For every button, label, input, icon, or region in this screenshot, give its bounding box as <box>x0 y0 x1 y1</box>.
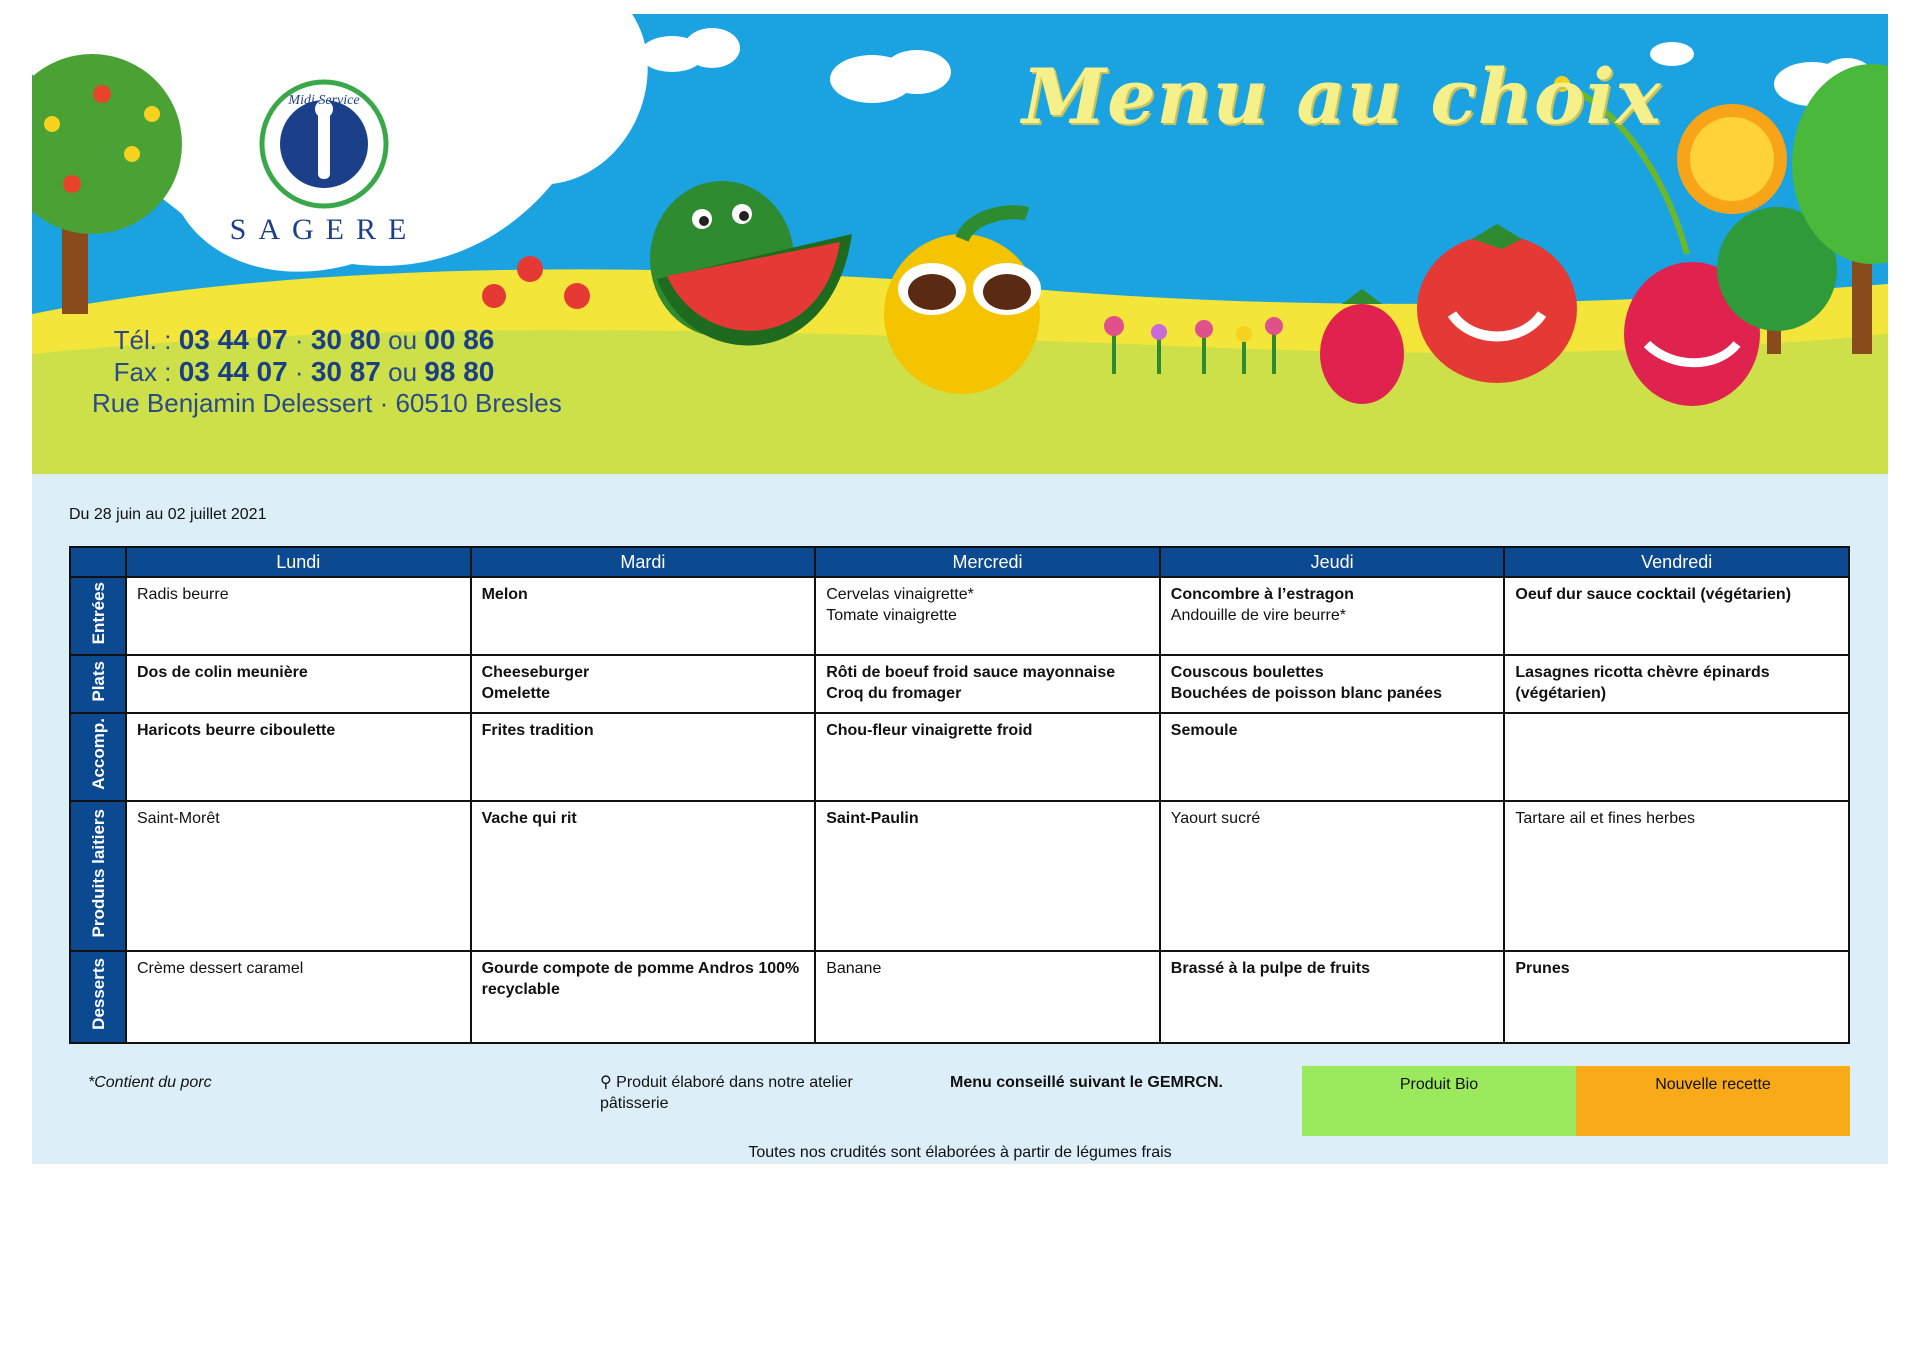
day-header: Lundi <box>126 547 471 577</box>
category-label: Produits laitiers <box>88 808 108 938</box>
header-corner <box>70 547 126 577</box>
menu-title: Menu au choix <box>1022 52 1662 141</box>
address-city: 60510 Bresles <box>395 388 562 418</box>
legend-patisserie <box>600 1072 890 1114</box>
menu-row <box>70 951 1849 1043</box>
day-header: Vendredi <box>1504 547 1849 577</box>
category-header <box>70 713 126 801</box>
dish-line: Saint-Morêt <box>137 810 220 827</box>
menu-body <box>70 577 1849 1043</box>
fax-or: ou <box>388 357 418 387</box>
header-banner <box>32 14 1888 474</box>
dish-line: Croq du fromager <box>826 685 962 702</box>
dish-line: Omelette <box>481 685 551 702</box>
sun-icon <box>1677 104 1787 214</box>
tel-or: ou <box>388 325 418 355</box>
dish-line: Gourde compote de pomme Andros 100% recyclable <box>481 960 800 998</box>
tel-label: Tél. : <box>113 325 172 355</box>
dish-line: Andouille de vire beurre* <box>1170 607 1346 624</box>
dish-line: Banane <box>826 960 882 977</box>
dish-line: Tartare ail et fines herbes <box>1515 810 1696 827</box>
menu-cell <box>126 951 471 1043</box>
menu-cell <box>815 655 1160 713</box>
fax-label: Fax : <box>113 357 172 387</box>
dish-line: Cheeseburger <box>481 664 590 681</box>
legend-gemrcn: Menu conseillé suivant le GEMRCN. <box>950 1074 1223 1091</box>
contact-block <box>92 324 562 419</box>
menu-cell <box>1504 801 1849 951</box>
category-header <box>70 951 126 1043</box>
menu-cell <box>471 655 816 713</box>
category-header <box>70 577 126 655</box>
dish-line: Radis beurre <box>137 586 229 603</box>
dish-line: Vache qui rit <box>481 810 577 827</box>
day-header: Mardi <box>471 547 816 577</box>
menu-cell <box>471 713 816 801</box>
day-header: Mercredi <box>815 547 1160 577</box>
legend-porc: *Contient du porc <box>88 1074 212 1091</box>
category-label: Desserts <box>88 958 108 1030</box>
menu-cell <box>815 951 1160 1043</box>
menu-cell <box>471 577 816 655</box>
menu-cell <box>126 655 471 713</box>
category-label: Accomp. <box>88 718 108 790</box>
menu-cell <box>1160 577 1505 655</box>
menu-cell <box>471 801 816 951</box>
menu-cell <box>126 801 471 951</box>
tel-value-c: 00 86 <box>424 324 495 355</box>
fax-value-b: 30 87 <box>310 356 381 387</box>
category-header <box>70 801 126 951</box>
dish-line: Bouchées de poisson blanc panées <box>1170 685 1442 702</box>
tel-value-b: 30 80 <box>310 324 381 355</box>
dish-line: Tomate vinaigrette <box>826 607 957 624</box>
menu-cell <box>126 713 471 801</box>
day-header: Jeudi <box>1160 547 1505 577</box>
legend-nouvelle-recette: Nouvelle recette <box>1576 1066 1850 1136</box>
dish-line: Prunes <box>1515 960 1570 977</box>
menu-sheet <box>32 14 1888 1164</box>
address-street: Rue Benjamin Delessert <box>92 388 373 418</box>
dish-line: Saint-Paulin <box>826 810 919 827</box>
dish-line: Rôti de boeuf froid sauce mayonnaise <box>826 664 1116 681</box>
logo-name: SAGERE <box>229 213 419 246</box>
dish-line: Couscous boulettes <box>1170 664 1324 681</box>
dish-line: Semoule <box>1170 722 1238 739</box>
dish-line: Melon <box>481 586 528 603</box>
menu-cell <box>1504 655 1849 713</box>
dish-line: Crème dessert caramel <box>137 960 304 977</box>
fax-value-a: 03 44 07 <box>178 356 288 387</box>
date-range: Du 28 juin au 02 juillet 2021 <box>69 506 267 523</box>
dish-line: Dos de colin meunière <box>137 664 308 681</box>
category-label: Plats <box>88 660 108 702</box>
menu-cell <box>1160 655 1505 713</box>
logo-tagline: Midi Service <box>288 93 360 108</box>
address-line: Rue Benjamin Delessert · 60510 Bresles <box>92 388 562 418</box>
menu-row <box>70 577 1849 655</box>
menu-cell <box>126 577 471 655</box>
tel-value-a: 03 44 07 <box>178 324 288 355</box>
footer-note: Toutes nos crudités sont élaborées à partir de légumes frais <box>748 1144 1172 1161</box>
dish-line: Oeuf dur sauce cocktail (végétarien) <box>1515 586 1792 603</box>
menu-cell <box>1160 713 1505 801</box>
dish-line: Concombre à l’estragon <box>1170 586 1354 603</box>
menu-table <box>69 546 1850 1044</box>
phone-line: Tél. : 03 44 07 · 30 80 ou 00 86 <box>113 324 495 355</box>
menu-cell <box>1160 951 1505 1043</box>
category-header <box>70 655 126 713</box>
dish-line: Cervelas vinaigrette* <box>826 586 974 603</box>
whisk-icon: ⚲ <box>600 1074 612 1091</box>
fax-value-c: 98 80 <box>424 356 495 387</box>
menu-cell <box>815 801 1160 951</box>
menu-row <box>70 713 1849 801</box>
menu-cell <box>1504 577 1849 655</box>
dish-line: Chou-fleur vinaigrette froid <box>826 722 1033 739</box>
menu-cell <box>1504 951 1849 1043</box>
menu-cell <box>815 577 1160 655</box>
menu-cell <box>815 713 1160 801</box>
category-label: Entrées <box>88 581 108 645</box>
menu-cell <box>471 951 816 1043</box>
dish-line: Lasagnes ricotta chèvre épinards (végétarien) <box>1515 664 1770 702</box>
day-header-row <box>70 547 1849 577</box>
legend-patisserie-text: Produit élaboré dans notre atelier pâtisserie <box>600 1074 853 1112</box>
dish-line: Haricots beurre ciboulette <box>137 722 336 739</box>
legend-bio: Produit Bio <box>1302 1066 1576 1136</box>
menu-row <box>70 801 1849 951</box>
menu-cell <box>1160 801 1505 951</box>
fax-line: Fax : 03 44 07 · 30 87 ou 98 80 <box>113 356 495 387</box>
dish-line: Brassé à la pulpe de fruits <box>1170 960 1370 977</box>
dish-line: Frites tradition <box>481 722 594 739</box>
dish-line: Yaourt sucré <box>1170 810 1261 827</box>
menu-row <box>70 655 1849 713</box>
menu-cell <box>1504 713 1849 801</box>
